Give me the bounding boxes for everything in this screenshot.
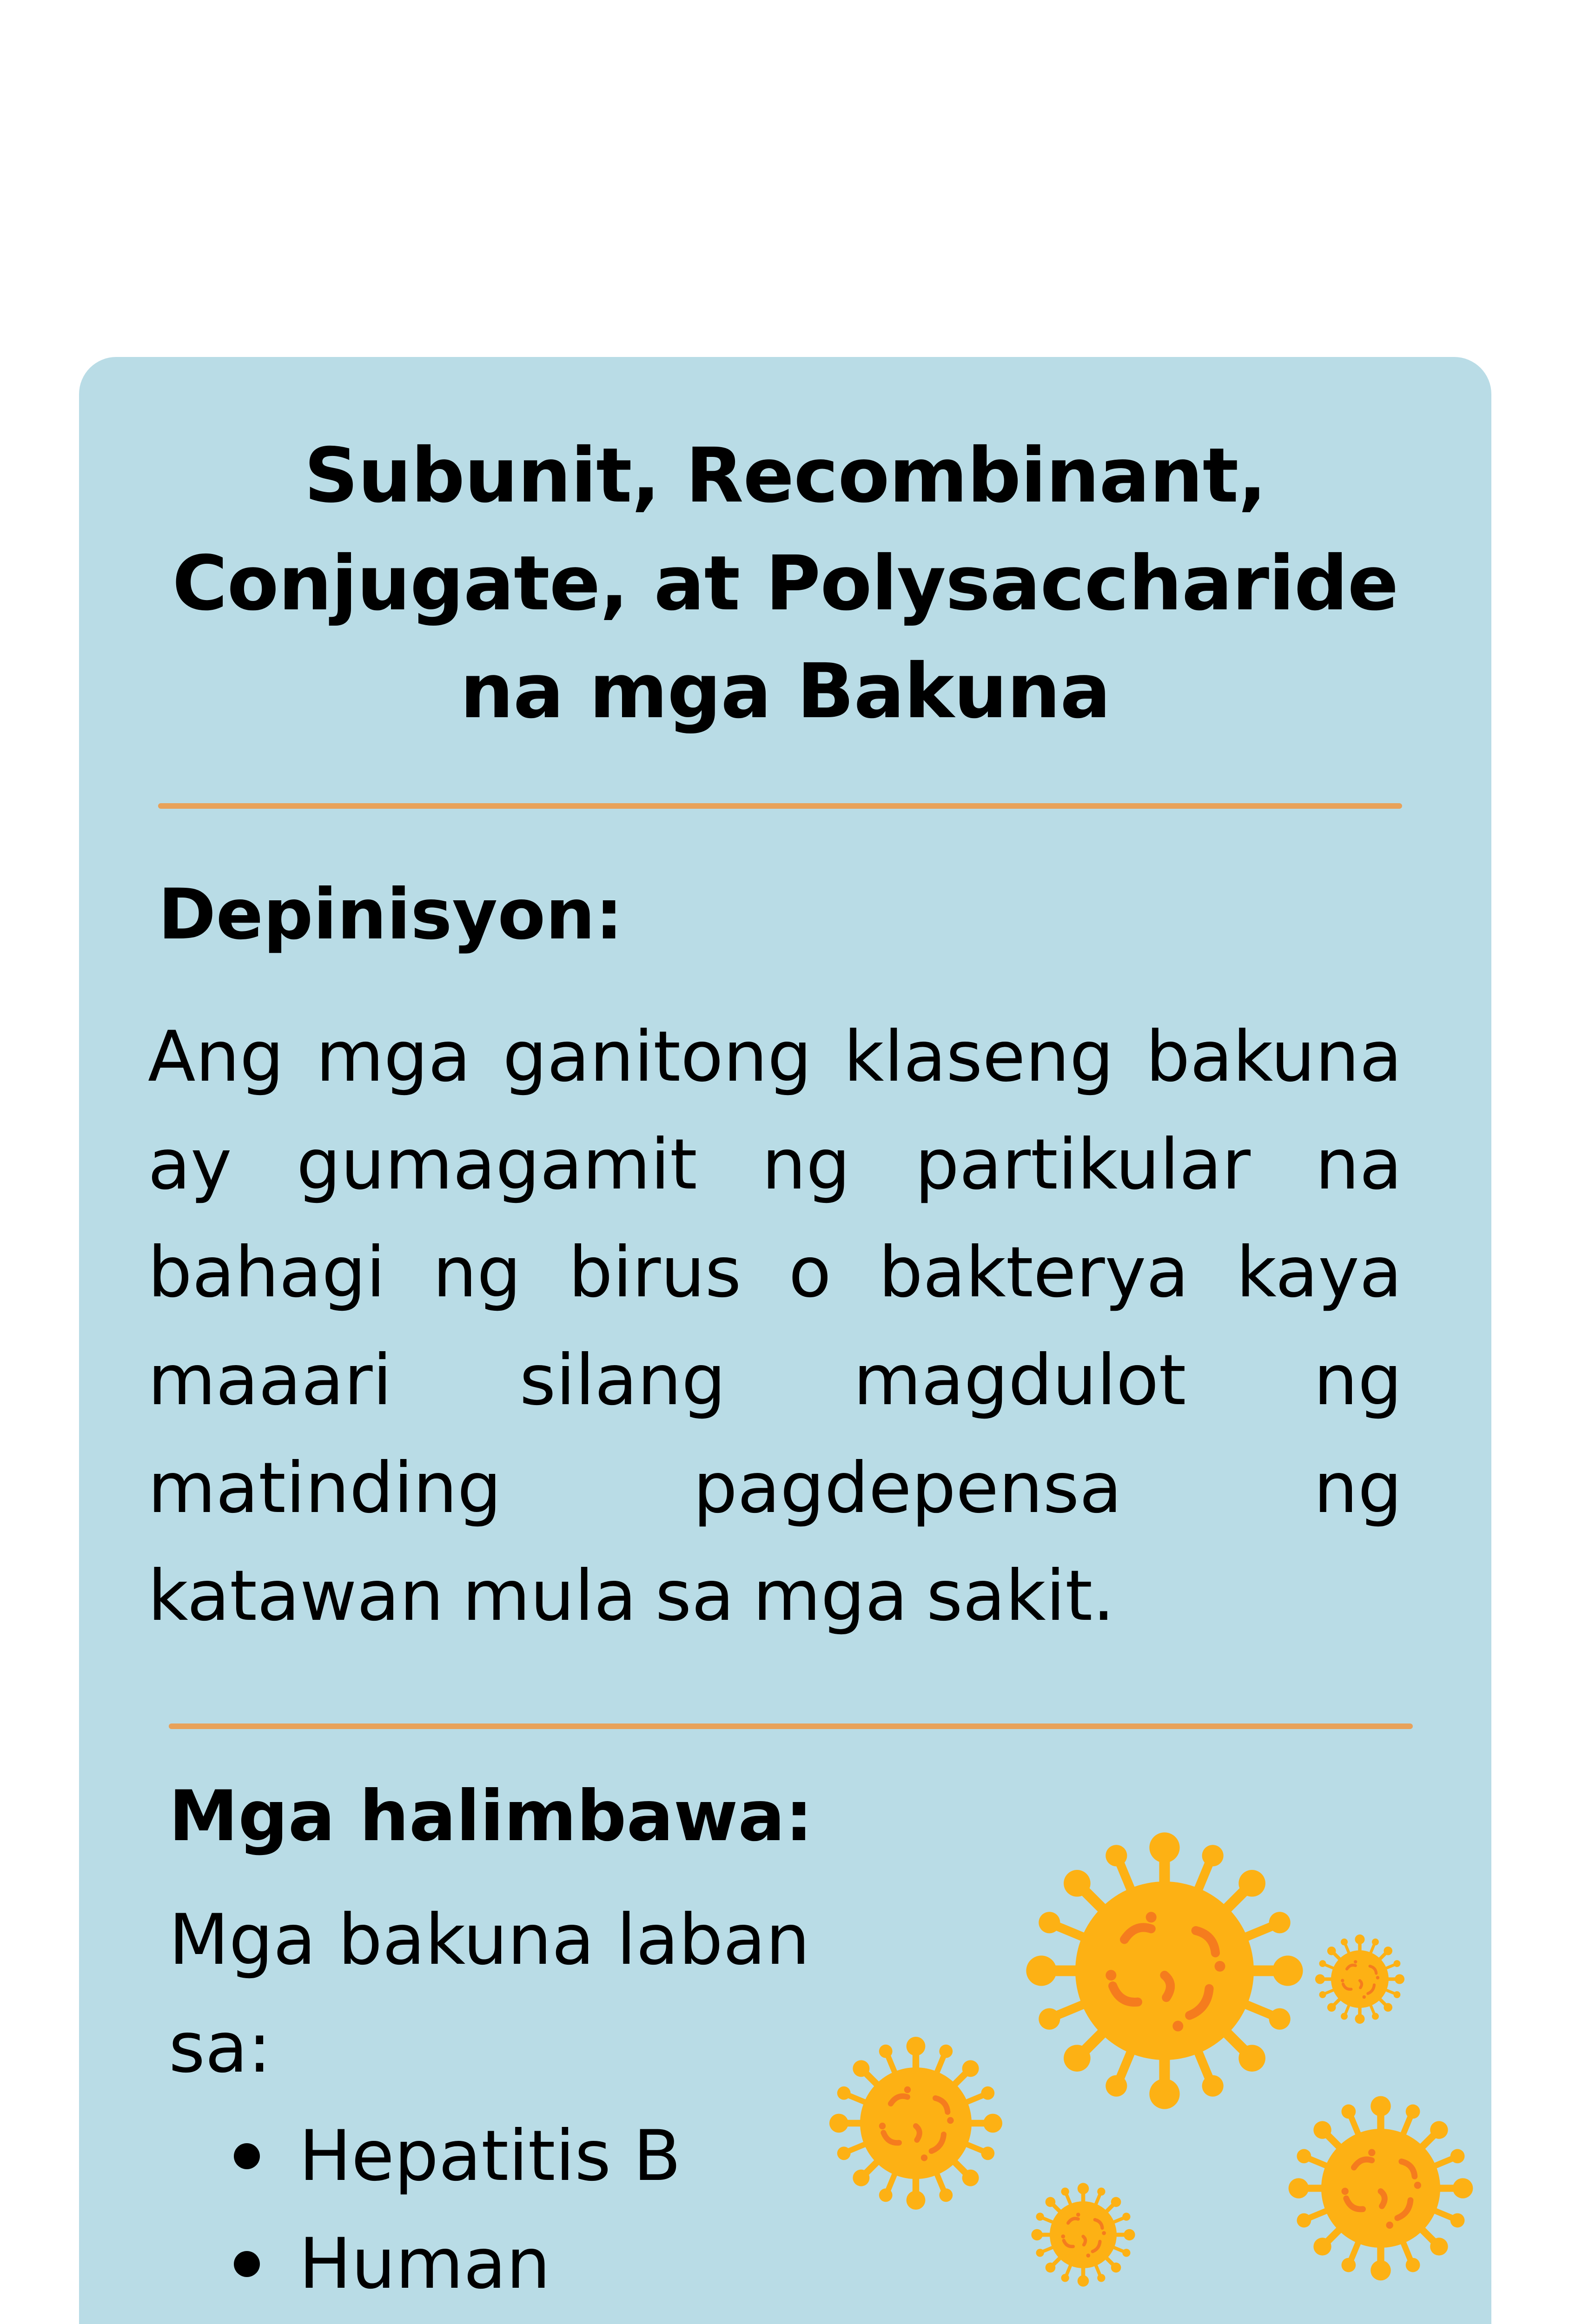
virus-icon [1026,1832,1303,2109]
virus-icon [1031,2183,1135,2286]
bullet-icon [234,2143,260,2169]
definition-line: matinding pagdepensa ng [148,1448,1402,1529]
virus-icon [1315,1934,1404,2024]
examples-intro [169,1886,810,2102]
title-line-1: Subunit, Recombinant, [304,432,1266,520]
list-item-label: Human [299,2224,550,2304]
definition-line: maaari silang magdulot ng [148,1340,1402,1421]
list-item [169,2102,833,2210]
virus-illustration [832,1816,1502,2291]
virus-icon [829,2037,1002,2210]
info-card [79,357,1491,2324]
definition-line: bahagi ng birus o bakterya kaya [148,1232,1402,1313]
definition-text [148,1003,1402,1650]
list-item-label-cont [299,2318,833,2324]
virus-icon [1289,2096,1473,2281]
definition-line: ay gumagamit ng partikular na [148,1124,1402,1205]
title-divider [158,803,1402,809]
examples-intro-line-1: Mga bakuna laban [169,1900,810,1981]
bullet-icon [234,2251,260,2277]
title-line-2: Conjugate, at Polysaccharide [172,540,1398,627]
card-title [79,422,1491,746]
definition-line: katawan mula sa mga sakit. [148,1556,1115,1637]
examples-heading: Mga halimbawa: [169,1776,813,1857]
list-item-label: Hepatitis B [299,2116,681,2197]
examples-intro-line-2: sa: [169,2007,271,2088]
title-line-3: na mga Bakuna [460,648,1111,735]
section-divider [169,1723,1413,1729]
examples-list [169,2102,833,2324]
definition-line: Ang mga ganitong klaseng bakuna [148,1017,1402,1097]
list-item [169,2210,833,2324]
definition-heading: Depinisyon: [158,874,623,955]
